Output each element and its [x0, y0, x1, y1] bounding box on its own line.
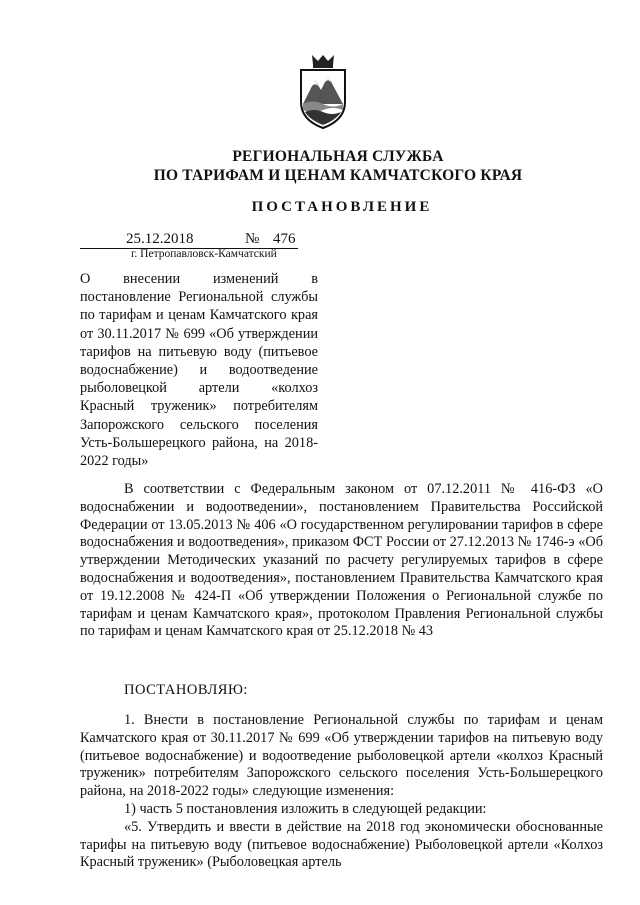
number-label: №: [245, 231, 260, 247]
resolve-heading: ПОСТАНОВЛЯЮ:: [124, 682, 248, 698]
resolution-block: [80, 712, 603, 872]
item-1-1-paragraph: 1) часть 5 постановления изложить в следующей редакции:: [124, 800, 487, 817]
coat-of-arms-icon: [298, 52, 348, 130]
city: г. Петропавловск-Камчатский: [131, 248, 277, 260]
preamble-block: [80, 481, 603, 641]
quoted-paragraph: «5. Утвердить и ввести в действие на 2018 год экономически обоснованные тарифы на питьевую воду (питьевое водоснабжение) Рыболовецкой артели «Колхоз Красный труженик» (Рыболовецкая артель: [80, 818, 603, 871]
document-date: 25.12.2018: [126, 231, 194, 247]
item-1-paragraph: 1. Внести в постановление Региональной службы по тарифам и ценам Камчатского края от 30.11.2017 № 699 «Об утверждении тарифов на питьевую воду (питьевое водоснабжение) и водоотведение рыболовецкой артели «колхоз Красный труженик» потребителям Запорожского сельского поселения Усть-Большерецкого района, на 2018-2022 годы» следующие изменения:: [80, 712, 603, 800]
organization-name: [0, 147, 640, 185]
document-subject: О внесении изменений в постановление Региональной службы по тарифам и ценам Камчатского края от 30.11.2017 № 699 «Об утверждении тарифов на питьевую воду (питьевое водоснабжение) и водоотведение рыболовецкой артели «колхоз Красный труженик» потребителям Запорожского сельского поселения Усть-Большерецкого района, на 2018-2022 годы»: [80, 271, 318, 470]
org-line-2: ПО ТАРИФАМ И ЦЕНАМ КАМЧАТСКОГО КРАЯ: [153, 167, 523, 184]
document-number: 476: [273, 231, 296, 247]
document-type: ПОСТАНОВЛЕНИЕ: [251, 199, 433, 215]
org-line-1: РЕГИОНАЛЬНАЯ СЛУЖБА: [232, 148, 444, 165]
date-number-line: [80, 231, 298, 249]
preamble-paragraph: В соответствии с Федеральным законом от 07.12.2011 № 416-ФЗ «О водоснабжении и водоотведении», постановлением Правительства Российской Федерации от 13.05.2013 № 406 «О государственном регулировании тарифов в сфере водоснабжения и водоотведения», приказом ФСТ России от 27.12.2013 № 1746-э «Об утверждении Методических указаний по расчету регулируемых тарифов в сфере водоснабжения и водоотведения», постановлением Правительства Камчатского края от 19.12.2008 № 424-П «Об утверждении Положения о Региональной службе по тарифам и ценам Камчатского края», протоколом Правления Региональной службы по тарифам и ценам Камчатского края от 25.12.2018 № 43: [80, 481, 603, 640]
